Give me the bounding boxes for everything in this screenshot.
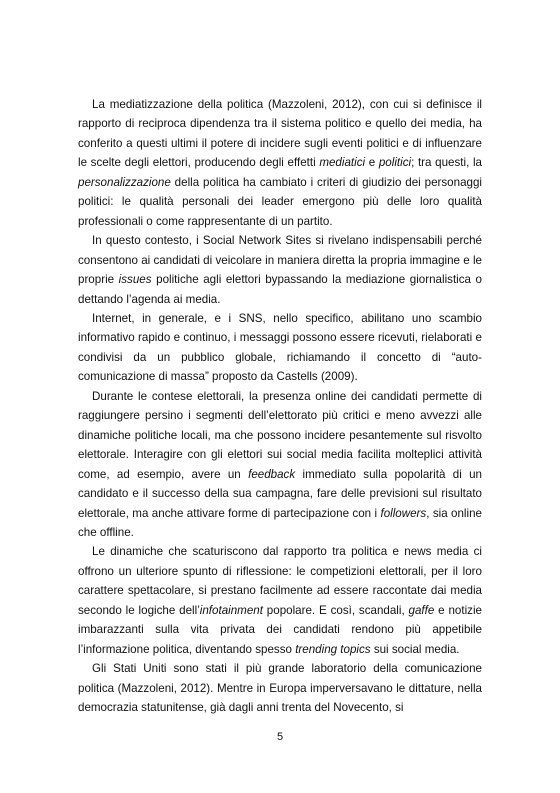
text-run: ; tra questi, la [411,156,482,170]
text-run: La mediatizzazione della politica (Mazzoleni, 2012), con cui si definisce il rapporto di reciproca dipendenza tra il sistema politico e quello dei media, ha conferito a questi ultimi il potere di incidere sugli eventi politici e di influenzare le scelte degli elettori, producendo degli effetti [78,98,482,170]
italic-term: mediatici [319,156,366,170]
italic-term: gaffe [408,603,435,617]
page-number: 5 [276,731,284,743]
text-run: e notizie imbarazzanti sulla vita privata dei candidati rendono più appetibile l’informazione politica, diventando spesso [78,603,482,656]
text-run: sui social media. [370,642,460,656]
paragraph-social-network-sites [78,231,482,309]
text-run: Le dinamiche che scaturiscono dal rapporto tra politica e news media ci offrono un ulteriore spunto di riflessione: le competizioni elettorali, per il loro carattere spettacolare, si prestano facilmente ad essere raccontate dai media secondo le logiche dell’ [78,545,482,617]
italic-term: politici [378,156,412,170]
body-text [78,95,482,718]
italic-term: trending topics [295,642,371,656]
italic-term: followers [380,506,427,520]
text-run: Internet, in generale, e i SNS, nello specifico, abilitano uno scambio informativo rapido e continuo, i messaggi possono essere ricevuti, rielaborati e condivisi da un pubblico globale, richiamando il concetto di “auto-comunicazione di massa” proposto da Castells (2009). [78,311,482,384]
italic-term: personalizzazione [78,175,171,189]
text-run: della politica ha cambiato i criteri di giudizio dei personaggi politici: le qualità personali dei leader emergono più delle loro qualità professionali o come rappresentante di un partito. [78,175,482,228]
italic-term: feedback [248,467,296,481]
text-run: popolare. E così, scandali, [262,603,409,617]
italic-term: issues [118,273,152,287]
paragraph-mediatization [78,95,482,231]
paragraph-united-states [78,659,482,717]
text-run: Durante le contese elettorali, la presenza online dei candidati permette di raggiungere persino i segmenti dell’elettorato più critici e meno avvezzi alle dinamiche politiche locali, ma che possono incidere pesantemente sul risvolto elettorale. Interagire con gli elettori sui social media facilita molteplici attività come, ad esempio, avere un [78,389,482,481]
italic-term: infotainment [199,603,263,617]
paragraph-news-media-dynamics [78,542,482,659]
text-run: politiche agli elettori bypassando la mediazione giornalistica o dettando l’agenda ai media. [78,273,482,306]
text-run: Gli Stati Uniti sono stati il più grande laboratorio della comunicazione politica (Mazzoleni, 2012). Mentre in Europa imperversavano le dittature, nella democrazia statunitense, già dagli anni trenta del Novecento, si [78,662,482,715]
paragraph-electoral-contests [78,387,482,543]
paragraph-internet-sns [78,309,482,387]
text-run: , sia online che offline. [78,506,482,539]
text-run: immediato sulla popolarità di un candidato e il successo della sua campagna, fare delle previsioni sul risultato elettorale, ma anche attivare forme di partecipazione con i [78,467,482,520]
text-run: In questo contesto, i Social Network Sites si rivelano indispensabili perché consentono ai candidati di veicolare in maniera diretta la propria immagine e le proprie [78,234,482,287]
text-run: e [365,156,379,170]
